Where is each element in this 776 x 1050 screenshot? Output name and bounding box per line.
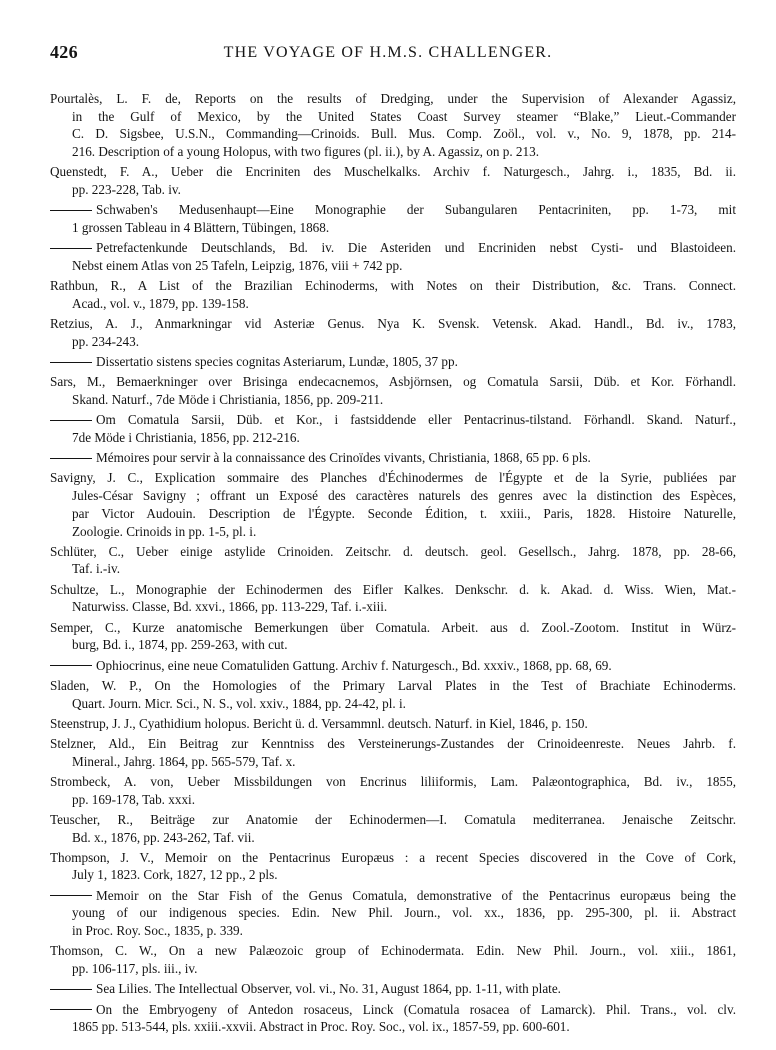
entry-text: Thomson, C. W., On a new Palæozoic group of Echinodermata. Edin. New Phil. Journ., vol. xiii., 1861, <box>50 943 736 959</box>
entry-line <box>50 773 736 791</box>
entry-line <box>50 753 736 771</box>
entry-line <box>50 735 736 753</box>
entry-text: Om Comatula Sarsii, Düb. et Kor., i fastsiddende eller Pentacrinus-tilstand. Förhandl. Skand. Naturf., <box>96 412 736 428</box>
entry-text: 216. Description of a young Holopus, with two figures (pl. ii.), by A. Agassiz, on p. 213. <box>72 144 540 160</box>
entry-text: Schwaben's Medusenhaupt—Eine Monographie der Subangularen Pentacriniten, pp. 1-73, mit <box>96 202 736 218</box>
entry-line <box>50 677 736 695</box>
entry-text: Ophiocrinus, eine neue Comatuliden Gattung. Archiv f. Naturgesch., Bd. xxxiv., 1868, pp. 68, 69. <box>96 657 612 673</box>
entry-text: Taf. i.-iv. <box>72 561 121 577</box>
page-number: 426 <box>50 42 78 62</box>
entry-text: Naturwiss. Classe, Bd. xxvi., 1866, pp. 113-229, Taf. i.-xiii. <box>72 599 388 615</box>
entry-line <box>50 581 736 599</box>
entry-text: Rathbun, R., A List of the Brazilian Echinoderms, with Notes on their Distribution, &c. Trans. Connect. <box>50 278 736 294</box>
entry-text: July 1, 1823. Cork, 1827, 12 pp., 2 pls. <box>72 867 278 883</box>
bibliography-entry <box>50 773 736 808</box>
ditto-dash <box>50 895 92 896</box>
bibliography-entry <box>50 373 736 408</box>
entry-text: pp. 169-178, Tab. xxxi. <box>72 791 196 807</box>
bibliography-entry <box>50 1001 736 1036</box>
entry-text: Sea Lilies. The Intellectual Observer, vol. vi., No. 31, August 1864, pp. 1-11, with plate. <box>96 981 561 997</box>
bibliography-entry <box>50 811 736 846</box>
entry-text: Semper, C., Kurze anatomische Bemerkungen über Comatula. Arbeit. aus d. Zool.-Zootom. Institut in Würz- <box>50 619 736 635</box>
entry-line <box>50 391 736 409</box>
entry-line <box>50 353 736 371</box>
ditto-dash <box>50 1009 92 1010</box>
entry-line <box>50 373 736 391</box>
entry-line <box>50 239 736 257</box>
ditto-dash <box>50 248 92 249</box>
entry-text: Mineral., Jahrg. 1864, pp. 565-579, Taf. x. <box>72 753 296 769</box>
entry-text: Thompson, J. V., Memoir on the Pentacrinus Europæus : a recent Species discovered in the Cove of Cork, <box>50 849 736 865</box>
entry-line <box>50 887 736 905</box>
bibliography-entry <box>50 449 736 467</box>
entry-text: Skand. Naturf., 7de Möde i Christiania, 1856, pp. 209-211. <box>72 392 384 407</box>
bibliography-entry <box>50 353 736 371</box>
entry-line <box>50 922 736 940</box>
entry-text: Savigny, J. C., Explication sommaire des Planches d'Échinodermes de l'Égypte et de la Syrie, publiées par <box>50 470 736 486</box>
bibliography-entry <box>50 849 736 884</box>
entry-line <box>50 543 736 561</box>
ditto-dash <box>50 210 92 211</box>
entry-text: Nebst einem Atlas von 25 Tafeln, Leipzig, 1876, viii + 742 pp. <box>72 257 403 273</box>
entry-text: young of our indigenous species. Edin. New Phil. Journ., vol. xx., 1836, pp. 295-300, pl. ii. Abstract <box>72 905 736 921</box>
bibliography-entry <box>50 163 736 198</box>
entry-line <box>50 829 736 847</box>
entry-text: Sladen, W. P., On the Homologies of the Primary Larval Plates in the Test of Brachiate Echinoderms. <box>50 677 736 693</box>
ditto-dash <box>50 458 92 459</box>
bibliography-entry <box>50 942 736 977</box>
entry-text: Steenstrup, J. J., Cyathidium holopus. Bericht ü. d. Versammnl. deutsch. Naturf. in Kiel, 1846, p. 150. <box>50 715 588 731</box>
entry-text: 7de Möde i Christiania, 1856, pp. 212-216. <box>72 429 300 445</box>
entry-line <box>50 715 736 733</box>
bibliography-entry <box>50 887 736 940</box>
entry-line <box>50 108 736 126</box>
entry-line <box>50 505 736 523</box>
bibliography-entry <box>50 469 736 540</box>
bibliography-entry <box>50 581 736 616</box>
entry-text: 1865 pp. 513-544, pls. xxiii.-xxvii. Abstract in Proc. Roy. Soc., vol. ix., 1857-59, pp. 600-601. <box>72 1019 570 1035</box>
entry-text: Pourtalès, L. F. de, Reports on the results of Dredging, under the Supervision of Alexander Agassiz, <box>50 91 736 106</box>
entry-line <box>50 277 736 295</box>
entry-line <box>50 257 736 275</box>
entry-line <box>50 904 736 922</box>
bibliography-entry <box>50 90 736 161</box>
entry-text: Bd. x., 1876, pp. 243-262, Taf. vii. <box>72 829 255 845</box>
entry-text: Jules-César Savigny ; offrant un Exposé des caractères naturels des genres avec la distinction des Espèces, <box>72 488 736 504</box>
ditto-dash <box>50 989 92 990</box>
bibliography-entry <box>50 543 736 578</box>
bibliography-entry <box>50 315 736 350</box>
entry-text: in Proc. Roy. Soc., 1835, p. 339. <box>72 923 243 939</box>
entry-line <box>50 449 736 467</box>
entry-line <box>50 125 736 143</box>
entry-text: par Victor Audouin. Description de l'Égypte. Seconde Édition, t. xxiii., Paris, 1828. Histoire Naturelle, <box>72 505 736 521</box>
entry-line <box>50 333 736 351</box>
entry-text: Petrefactenkunde Deutschlands, Bd. iv. Die Asteriden und Encriniden nebst Cysti- und Blastoideen. <box>96 240 736 256</box>
entry-text: On the Embryogeny of Antedon rosaceus, Linck (Comatula rosacea of Lamarck). Phil. Trans., vol. clv. <box>96 1001 736 1017</box>
entry-line <box>50 866 736 884</box>
entry-line <box>50 791 736 809</box>
entry-line <box>50 295 736 313</box>
entry-line <box>50 1018 736 1036</box>
bibliography-entry <box>50 201 736 236</box>
entry-line <box>50 90 736 108</box>
entry-line <box>50 695 736 713</box>
bibliography-entry <box>50 277 736 312</box>
entry-line <box>50 619 736 637</box>
entry-line <box>50 487 736 505</box>
bibliography <box>50 90 736 1038</box>
entry-line <box>50 201 736 219</box>
entry-text: pp. 223-228, Tab. iv. <box>72 182 181 198</box>
entry-line <box>50 523 736 541</box>
entry-text: Quart. Journ. Micr. Sci., N. S., vol. xxiv., 1884, pp. 24-42, pl. i. <box>72 695 406 711</box>
entry-line <box>50 181 736 199</box>
entry-text: pp. 234-243. <box>72 333 140 349</box>
entry-line <box>50 1001 736 1019</box>
entry-text: Stelzner, Ald., Ein Beitrag zur Kenntniss des Versteinerungs-Zustandes der Crinoideenreste. Neues Jahrb. f. <box>50 735 736 751</box>
entry-text: Memoir on the Star Fish of the Genus Comatula, demonstrative of the Pentacrinus europæus being the <box>96 887 736 903</box>
entry-text: Zoologie. Crinoids in pp. 1-5, pl. i. <box>72 523 257 539</box>
running-title: THE VOYAGE OF H.M.S. CHALLENGER. <box>223 44 553 61</box>
entry-text: Schultze, L., Monographie der Echinodermen des Eifler Kalkes. Denkschr. d. k. Akad. d. Wiss. Wien, Mat.- <box>50 581 736 597</box>
bibliography-entry <box>50 619 736 654</box>
entry-line <box>50 960 736 978</box>
bibliography-entry <box>50 715 736 733</box>
entry-line <box>50 560 736 578</box>
entry-line <box>50 315 736 333</box>
entry-text: Dissertatio sistens species cognitas Asteriarum, Lundæ, 1805, 37 pp. <box>96 354 458 370</box>
bibliography-entry <box>50 657 736 675</box>
entry-text: Acad., vol. v., 1879, pp. 139-158. <box>72 295 249 311</box>
bibliography-entry <box>50 677 736 712</box>
entry-line <box>50 849 736 867</box>
ditto-dash <box>50 362 92 363</box>
entry-line <box>50 980 736 998</box>
entry-text: Mémoires pour servir à la connaissance des Crinoïdes vivants, Christiania, 1868, 65 pp. 6 pls. <box>96 450 591 466</box>
entry-line <box>50 657 736 675</box>
entry-text: Retzius, A. J., Anmarkningar vid Asteriæ Genus. Nya K. Svensk. Vetensk. Akad. Handl., Bd. iv., 1783, <box>50 316 736 332</box>
entry-text: 1 grossen Tableau in 4 Blättern, Tübingen, 1868. <box>72 220 330 236</box>
ditto-dash <box>50 420 92 421</box>
entry-text: Sars, M., Bemaerkninger over Brisinga endecacnemos, Asbjörnsen, og Comatula Sarsii, Düb. et Kor. Förhandl. <box>50 374 736 390</box>
entry-text: Quenstedt, F. A., Ueber die Encriniten des Muschelkalks. Archiv f. Naturgesch., Jahrg. i., 1835, Bd. ii. <box>50 164 736 180</box>
bibliography-entry <box>50 735 736 770</box>
entry-line <box>50 163 736 181</box>
entry-text: pp. 106-117, pls. iii., iv. <box>72 961 198 977</box>
entry-text: C. D. Sigsbee, U.S.N., Commanding—Crinoids. Bull. Mus. Comp. Zoöl., vol. v., No. 9, 1878, pp. 214- <box>72 126 736 142</box>
bibliography-entry <box>50 239 736 274</box>
entry-line <box>50 429 736 447</box>
entry-line <box>50 598 736 616</box>
entry-text: in the Gulf of Mexico, by the United States Coast Survey steamer “Blake,” Lieut.-Commander <box>72 108 736 124</box>
entry-line <box>50 411 736 429</box>
entry-line <box>50 469 736 487</box>
entry-line <box>50 942 736 960</box>
entry-line <box>50 811 736 829</box>
entry-line <box>50 143 736 161</box>
entry-line <box>50 636 736 654</box>
entry-text: Schlüter, C., Ueber einige astylide Crinoiden. Zeitschr. d. deutsch. geol. Gesellsch., Jahrg. 1878, pp. 28-66, <box>50 543 736 559</box>
ditto-dash <box>50 665 92 666</box>
entry-text: Teuscher, R., Beiträge zur Anatomie der Echinodermen—I. Comatula mediterranea. Jenaische Zeitschr. <box>50 811 736 827</box>
bibliography-entry <box>50 980 736 998</box>
entry-text: Strombeck, A. von, Ueber Missbildungen von Encrinus liliiformis, Lam. Palæontographica, Bd. iv., 1855, <box>50 773 736 789</box>
bibliography-entry <box>50 411 736 446</box>
entry-text: burg, Bd. i., 1874, pp. 259-263, with cut. <box>72 637 288 653</box>
entry-line <box>50 219 736 237</box>
